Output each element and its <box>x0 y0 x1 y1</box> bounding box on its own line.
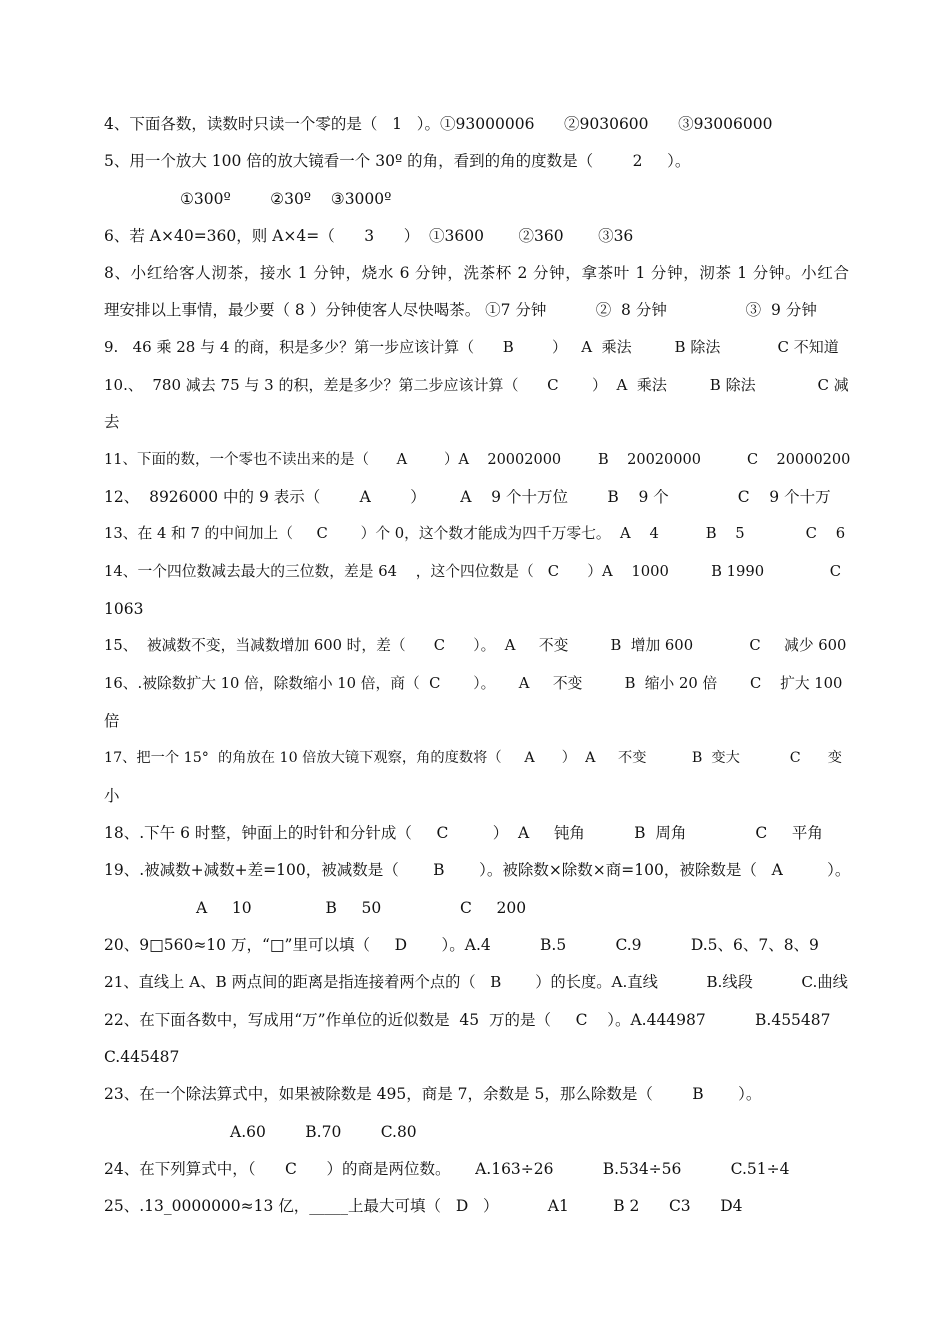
question-14-line-2: 1063 <box>104 600 144 618</box>
question-23: 23、在一个除法算式中，如果被除数是 495，商是 7，余数是 5，那么除数是（ B ）。 <box>104 1085 762 1103</box>
question-4: 4、下面各数，读数时只读一个零的是（ 1 ）。①93000006 ②9030600 ③93006000 <box>104 115 773 133</box>
question-10-line-2: 去 <box>104 413 120 431</box>
question-14-line-1: 14、一个四位数减去最大的三位数，差是 64 ，这个四位数是（ C ）A 1000 B 1990 C <box>104 563 842 580</box>
question-19-options: A 10 B 50 C 200 <box>196 899 527 917</box>
question-10-line-1: 10.、 780 减去 75 与 3 的积，差是多少？第二步应该计算（ C ） A 乘法 B 除法 C 减 <box>104 376 849 394</box>
question-19: 19、.被减数+减数+差=100，被减数是（ B ）。被除数×除数×商=100，被除数是（ A ）。 <box>104 861 851 879</box>
question-16-line-1: 16、.被除数扩大 10 倍，除数缩小 10 倍，商（ C ）。 A 不变 B 缩小 20 倍 C 扩大 100 <box>104 675 843 692</box>
question-23-options: A.60 B.70 C.80 <box>230 1123 417 1141</box>
question-15: 15、 被减数不变，当减数增加 600 时，差（ C ）。 A 不变 B 增加 600 C 减少 600 <box>104 637 847 654</box>
question-9: 9. 46 乘 28 与 4 的商，积是多少？第一步应该计算（ B ） A 乘法 B 除法 C 不知道 <box>104 338 839 356</box>
question-17-line-2: 小 <box>104 787 120 805</box>
question-11: 11、下面的数，一个零也不读出来的是（ A ）A 20002000 B 20020000 C 20000200 <box>104 452 851 468</box>
question-25: 25、.13_0000000≈13 亿，_____上最大可填（ D ） A1 B 2 C3 D4 <box>104 1197 743 1215</box>
question-8-line-2: 理安排以上事情，最少要（ 8 ）分钟使客人尽快喝茶。 ①7 分钟 ② 8 分钟 ③ 9 分钟 <box>104 301 817 319</box>
question-16-line-2: 倍 <box>104 712 120 730</box>
question-13: 13、在 4 和 7 的中间加上（ C ）个 0，这个数才能成为四千万零七。 A 4 B 5 C 6 <box>104 525 846 542</box>
question-22-line-1: 22、在下面各数中，写成用“万”作单位的近似数是 45 万的是（ C ）。A.444987 B.455487 <box>104 1011 831 1029</box>
question-17-line-1: 17、把一个 15° 的角放在 10 倍放大镜下观察，角的度数将（ A ） A 不变 B 变大 C 变 <box>104 750 843 766</box>
question-21: 21、直线上 A、B 两点间的距离是指连接着两个点的（ B ）的长度。A.直线 B.线段 C.曲线 <box>104 973 848 991</box>
question-18: 18、.下午 6 时整，钟面上的时针和分针成（ C ） A 钝角 B 周角 C 平角 <box>104 824 823 842</box>
question-20: 20、9□560≈10 万，“□”里可以填（ D ）。A.4 B.5 C.9 D.5、6、7、8、9 <box>104 936 819 954</box>
question-6: 6、若 A×40=360，则 A×4=（ 3 ） ①3600 ②360 ③36 <box>104 227 634 245</box>
question-5: 5、用一个放大 100 倍的放大镜看一个 30º 的角，看到的角的度数是（ 2 ）。 <box>104 152 691 170</box>
question-5-options: ①300º ②30º ③3000º <box>180 190 392 208</box>
question-24: 24、在下列算式中，（ C ）的商是两位数。 A.163÷26 B.534÷56 C.51÷4 <box>104 1160 790 1178</box>
question-12: 12、 8926000 中的 9 表示（ A ） A 9 个十万位 B 9 个 C 9 个十万 <box>104 488 831 506</box>
question-22-line-2: C.445487 <box>104 1048 180 1066</box>
question-8-line-1: 8、小红给客人沏茶，接水 1 分钟，烧水 6 分钟，洗茶杯 2 分钟，拿茶叶 1 分钟，沏茶 1 分钟。小红合 <box>104 264 849 282</box>
